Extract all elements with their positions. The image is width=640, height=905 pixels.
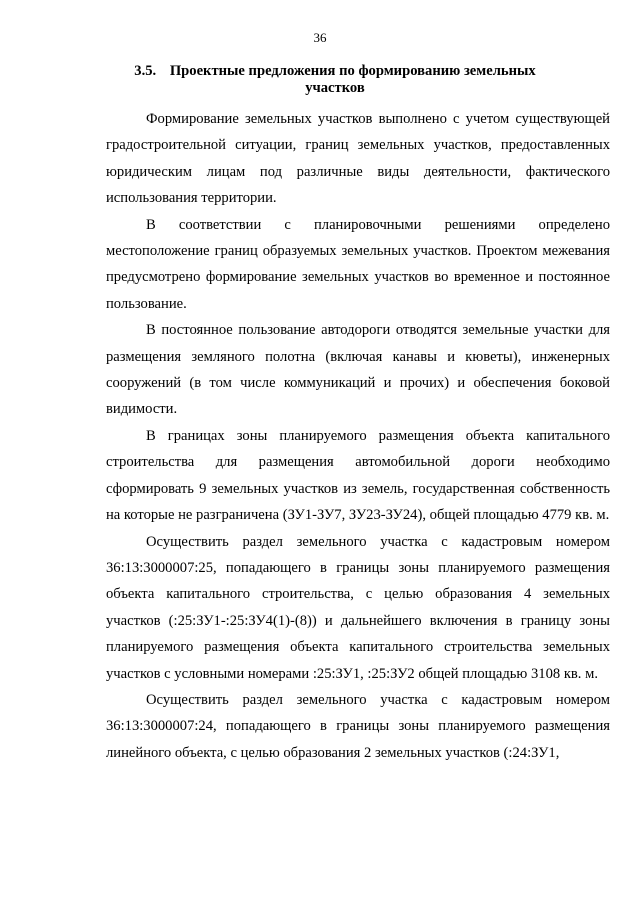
paragraph: В соответствии с планировочными решениями определено местоположение границ образуемых земельных участков. Проектом межевания предусмотрено формирование земельных участков во временное и постоянное пользование. xyxy=(106,216,610,312)
paragraph: Формирование земельных участков выполнено с учетом существующей градостроительной ситуации, границ земельных участков, предоставленных юридическим лицам под различные виды деятельности, фактического использования территории. xyxy=(106,111,610,207)
page-number: 36 xyxy=(313,30,327,45)
section-heading xyxy=(105,63,565,97)
paragraph: В границах зоны планируемого размещения объекта капитального строительства для размещения автомобильной дороги необходимо сформировать 9 земельных участков из земель, государственная собственность на которые не разграничена (ЗУ1-ЗУ7, ЗУ23-ЗУ24), общей площадью 4779 кв. м. xyxy=(106,427,610,524)
paragraph: Осуществить раздел земельного участка с кадастровым номером 36:13:3000007:25, попадающего в границы зоны планируемого размещения объекта капитального строительства, с целью образования 4 земельных участков (:25:ЗУ1-:25:ЗУ4(1)-(8)) и дальнейшего включения в границу зоны планируемого размещения объекта капитального строительства земельных участков с условными номерами :25:ЗУ1, :25:ЗУ2 общей площадью 3108 кв. м. xyxy=(106,533,610,682)
paragraph: Осуществить раздел земельного участка с кадастровым номером 36:13:3000007:24, попадающего в границы зоны планируемого размещения линейного объекта, с целью образования 2 земельных участков (:24:ЗУ1, xyxy=(106,691,610,761)
section-title: Проектные предложения по формированию земельных участков xyxy=(169,63,536,96)
paragraph: В постоянное пользование автодороги отводятся земельные участки для размещения земляного полотна (включая канавы и кюветы), инженерных сооружений (в том числе коммуникаций и прочих) и обеспечения боковой видимости. xyxy=(106,322,610,418)
section-number: 3.5. xyxy=(134,63,157,79)
body-text xyxy=(106,106,610,766)
